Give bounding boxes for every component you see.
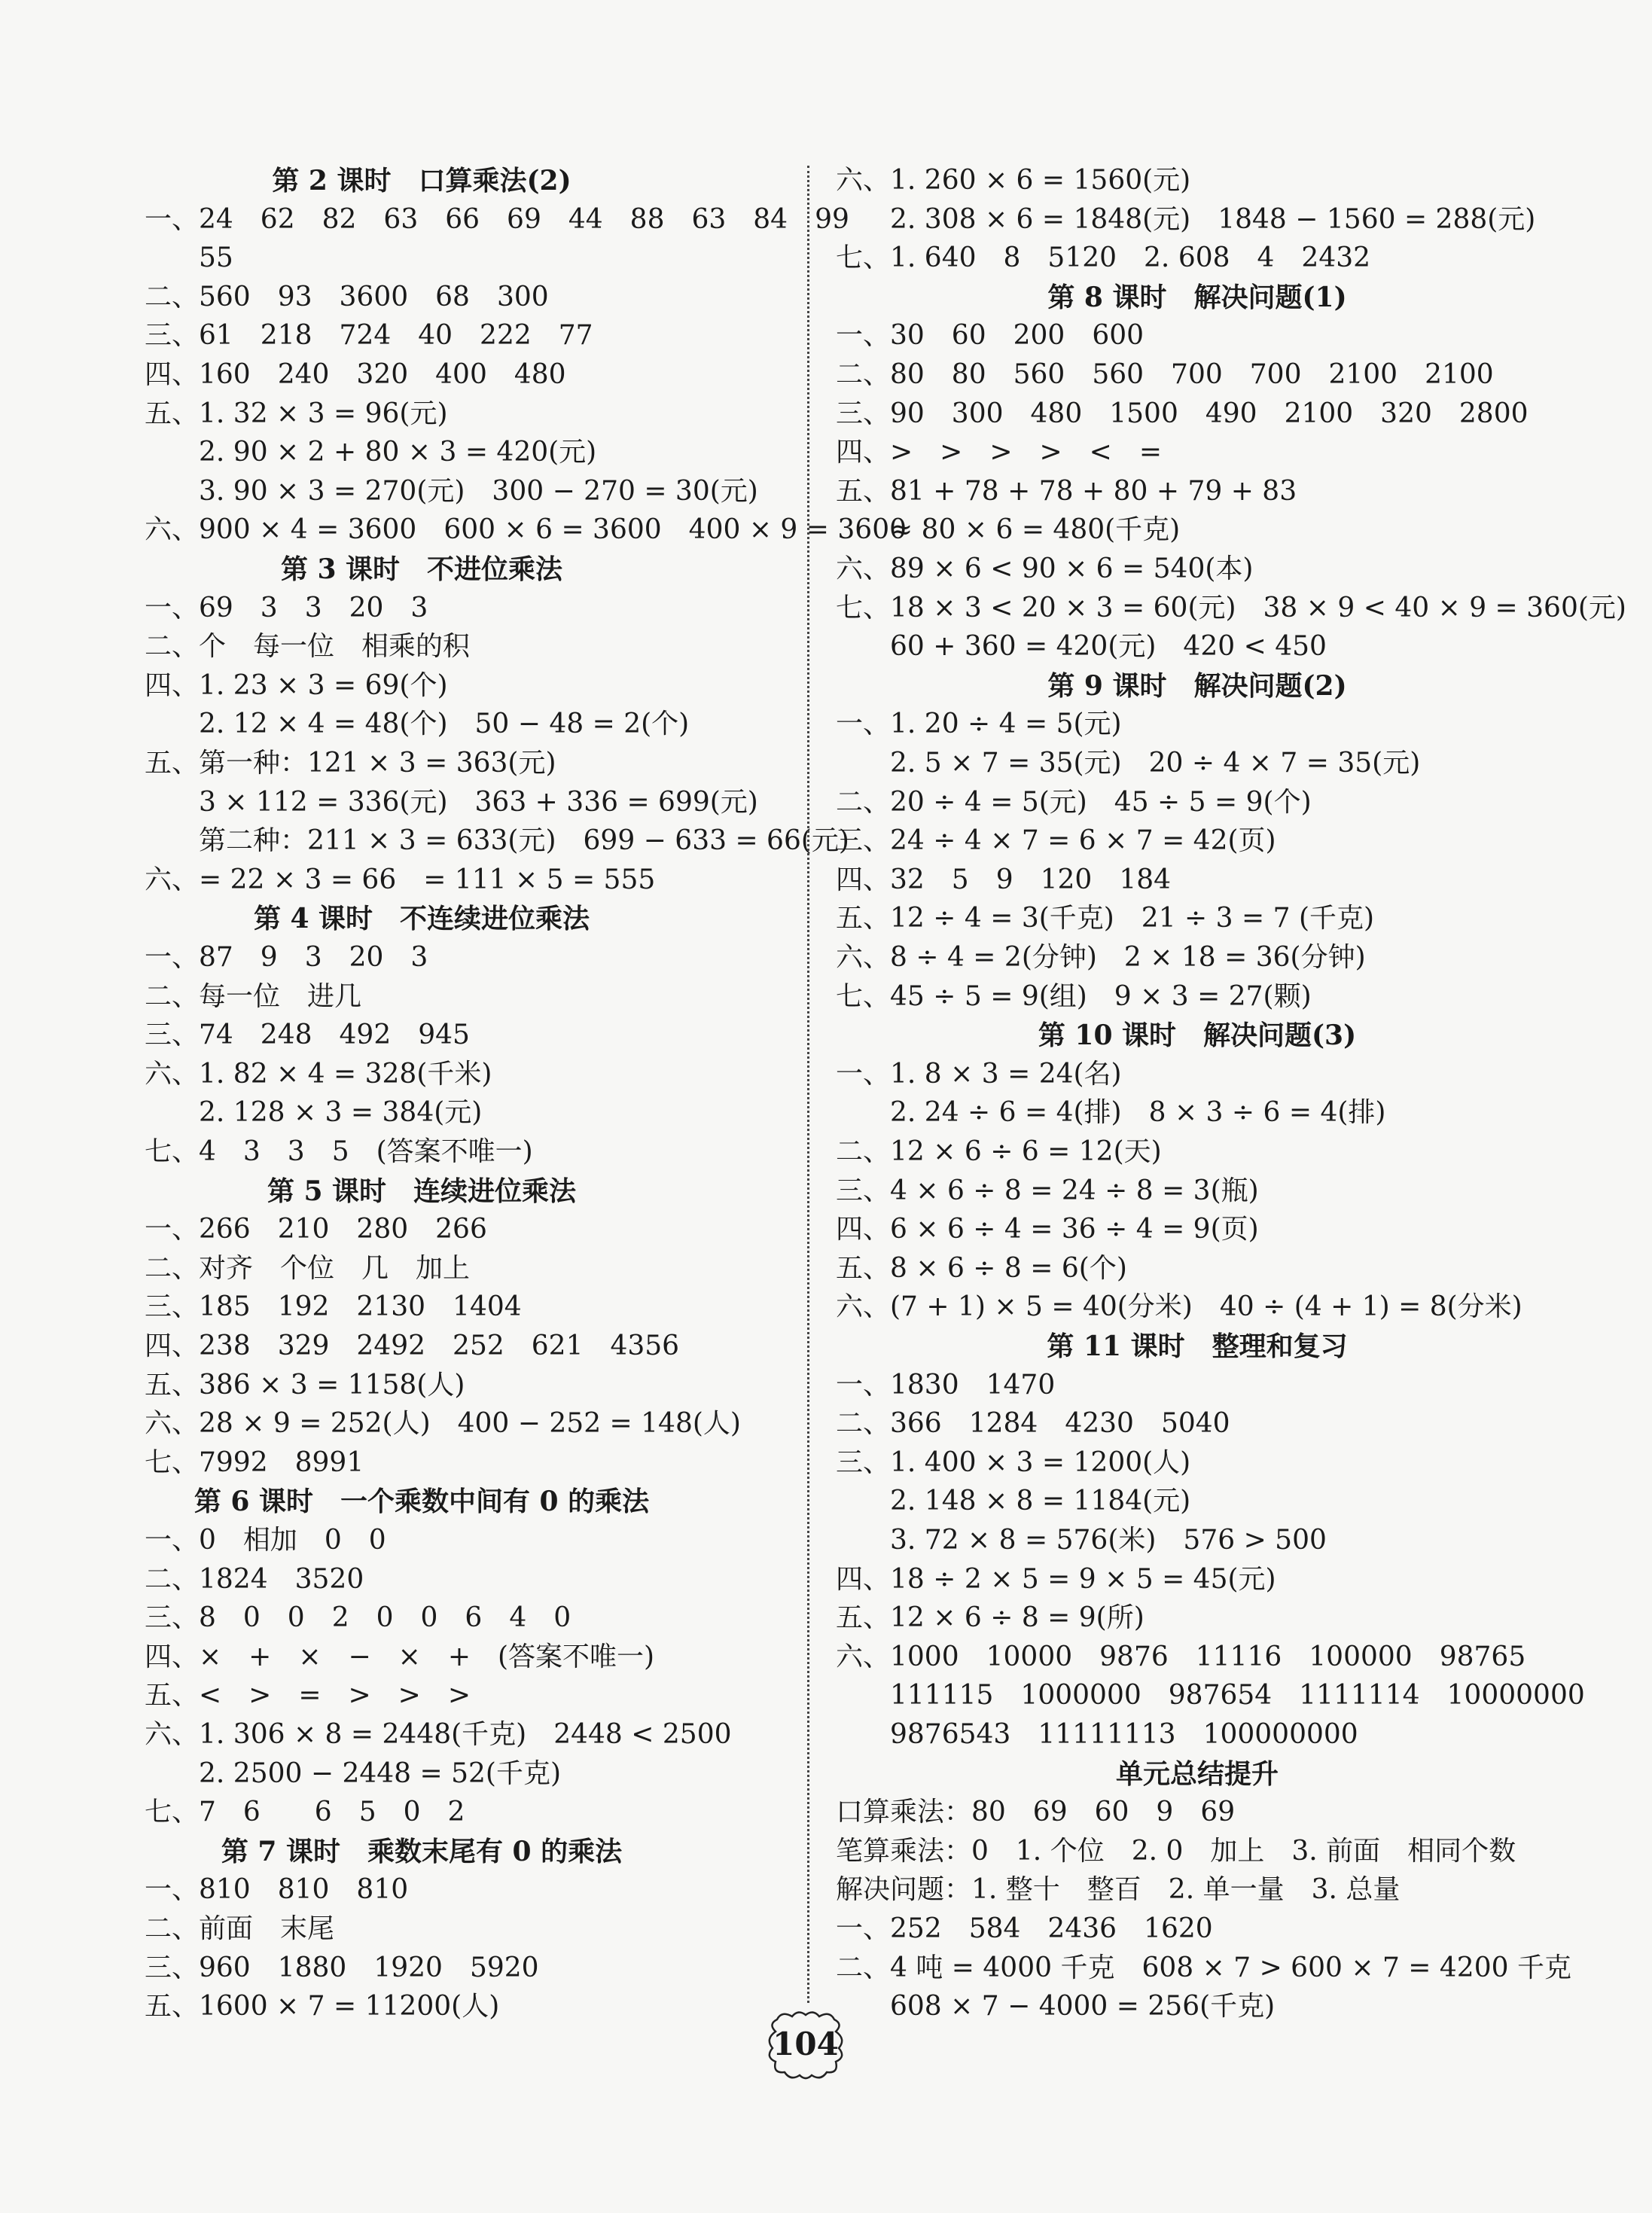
answer-line: 二、对齐 个位 几 加上 <box>145 1252 471 1284</box>
answer-line: 一、0 相加 0 0 <box>145 1525 386 1556</box>
answer-line: 一、87 9 3 20 3 <box>145 942 428 973</box>
answer-line: ≈ 80 × 6 = 480(千克) <box>836 514 1181 546</box>
answer-line: 六、1. 260 × 6 = 1560(元) <box>836 165 1191 196</box>
section-heading: 第 8 课时 解决问题(1) <box>1047 281 1347 313</box>
answer-line: 二、每一位 进几 <box>145 980 362 1012</box>
section-heading: 第 9 课时 解决问题(2) <box>1047 669 1347 702</box>
section-heading: 第 4 课时 不连续进位乘法 <box>253 903 590 935</box>
answer-line: 七、1. 640 8 5120 2. 608 4 2432 <box>836 242 1371 274</box>
section-heading: 第 2 课时 口算乘法(2) <box>272 165 571 197</box>
answer-line: 六、900 × 4 = 3600 600 × 6 = 3600 400 × 9 = 3600 <box>145 514 907 546</box>
answer-line: 二、560 93 3600 68 300 <box>145 281 549 312</box>
answer-line: 五、386 × 3 = 1158(人) <box>145 1369 465 1401</box>
page-number-badge <box>760 2009 851 2081</box>
answer-line: 一、1. 20 ÷ 4 = 5(元) <box>836 709 1122 740</box>
answer-line: 三、90 300 480 1500 490 2100 320 2800 <box>836 398 1529 429</box>
answer-line: 七、7992 8991 <box>145 1446 364 1478</box>
answer-line: 四、× + × − × + (答案不唯一) <box>145 1641 655 1672</box>
answer-line: 六、1. 82 × 4 = 328(千米) <box>145 1058 492 1090</box>
answer-line: 三、61 218 724 40 222 77 <box>145 320 593 352</box>
answer-line: 2. 5 × 7 = 35(元) 20 ÷ 4 × 7 = 35(元) <box>836 748 1421 779</box>
answer-line: 二、12 × 6 ÷ 6 = 12(天) <box>836 1136 1162 1167</box>
answer-line: 六、28 × 9 = 252(人) 400 − 252 = 148(人) <box>145 1408 741 1440</box>
answer-line: 口算乘法：80 69 60 9 69 <box>836 1797 1236 1828</box>
answer-line: 2. 148 × 8 = 1184(元) <box>836 1486 1191 1517</box>
section-heading: 第 10 课时 解决问题(3) <box>1038 1020 1357 1052</box>
answer-line: 一、266 210 280 266 <box>145 1214 487 1245</box>
answer-line: 2. 24 ÷ 6 = 4(排) 8 × 3 ÷ 6 = 4(排) <box>836 1097 1386 1129</box>
answer-line: 四、1. 23 × 3 = 69(个) <box>145 669 448 701</box>
answer-line: 五、12 ÷ 4 = 3(千克) 21 ÷ 3 = 7 (千克) <box>836 903 1375 934</box>
answer-line: 一、1830 1470 <box>836 1369 1056 1401</box>
answer-line: 2. 90 × 2 + 80 × 3 = 420(元) <box>145 437 597 468</box>
answer-line: 六、1. 306 × 8 = 2448(千克) 2448 < 2500 <box>145 1719 732 1750</box>
answer-line: 笔算乘法：0 1. 个位 2. 0 加上 3. 前面 相同个数 <box>836 1835 1516 1867</box>
answer-line: 55 <box>145 242 233 274</box>
answer-line: 三、185 192 2130 1404 <box>145 1291 522 1323</box>
answer-line: 三、24 ÷ 4 × 7 = 6 × 7 = 42(页) <box>836 825 1276 857</box>
answer-line: 六、= 22 × 3 = 66 = 111 × 5 = 555 <box>145 864 656 895</box>
answer-line: 2. 308 × 6 = 1848(元) 1848 − 1560 = 288(元) <box>836 203 1536 235</box>
answer-line: 二、4 吨 = 4000 千克 608 × 7 > 600 × 7 = 4200 千克 <box>836 1952 1571 1983</box>
answer-line: 四、> > > > < = <box>836 437 1162 468</box>
answer-line: 一、810 810 810 <box>145 1874 409 1906</box>
answer-line: 二、20 ÷ 4 = 5(元) 45 ÷ 5 = 9(个) <box>836 786 1312 818</box>
section-heading: 第 5 课时 连续进位乘法 <box>267 1175 577 1207</box>
section-heading: 第 7 课时 乘数末尾有 0 的乘法 <box>221 1835 623 1867</box>
answer-line: 四、238 329 2492 252 621 4356 <box>145 1331 680 1361</box>
answer-line: 一、252 584 2436 1620 <box>836 1913 1213 1944</box>
answer-line: 二、个 每一位 相乘的积 <box>145 631 471 663</box>
answer-line: 二、80 80 560 560 700 700 2100 2100 <box>836 359 1494 390</box>
answer-line: 二、1824 3520 <box>145 1563 364 1595</box>
answer-line: 111115 1000000 987654 1111114 10000000 <box>836 1680 1585 1712</box>
answer-line: 三、1. 400 × 3 = 1200(人) <box>836 1446 1191 1478</box>
answer-line: 六、1000 10000 9876 11116 100000 98765 <box>836 1641 1526 1672</box>
answer-line: 2. 2500 − 2448 = 52(千克) <box>145 1757 562 1789</box>
answer-line: 七、45 ÷ 5 = 9(组) 9 × 3 = 27(颗) <box>836 980 1312 1012</box>
answer-line: 二、前面 末尾 <box>145 1913 335 1944</box>
answer-line: 三、8 0 0 2 0 0 6 4 0 <box>145 1602 571 1634</box>
answer-line: 四、6 × 6 ÷ 4 = 36 ÷ 4 = 9(页) <box>836 1214 1259 1245</box>
answer-line: 三、4 × 6 ÷ 8 = 24 ÷ 8 = 3(瓶) <box>836 1175 1259 1206</box>
answer-line: 七、18 × 3 < 20 × 3 = 60(元) 38 × 9 < 40 × 9 = 360(元) <box>836 592 1626 623</box>
section-heading: 第 3 课时 不进位乘法 <box>280 553 563 585</box>
answer-line: 五、1. 32 × 3 = 96(元) <box>145 398 448 429</box>
answer-line: 第二种：211 × 3 = 633(元) 699 − 633 = 66(元) <box>145 825 849 857</box>
answer-line: 60 + 360 = 420(元) 420 < 450 <box>836 631 1327 663</box>
answer-line: 四、160 240 320 400 480 <box>145 359 566 390</box>
answer-line: 五、81 + 78 + 78 + 80 + 79 + 83 <box>836 475 1297 507</box>
answer-line: 3. 90 × 3 = 270(元) 300 − 270 = 30(元) <box>145 475 758 507</box>
answer-line: 一、69 3 3 20 3 <box>145 592 428 623</box>
answer-line: 四、18 ÷ 2 × 5 = 9 × 5 = 45(元) <box>836 1563 1276 1595</box>
section-heading: 第 11 课时 整理和复习 <box>1047 1331 1348 1362</box>
answer-line: 608 × 7 − 4000 = 256(千克) <box>836 1991 1276 2022</box>
answer-line: 3. 72 × 8 = 576(米) 576 > 500 <box>836 1525 1327 1556</box>
answer-line: 一、24 62 82 63 66 69 44 88 63 84 99 <box>145 203 849 235</box>
answer-line: 五、第一种：121 × 3 = 363(元) <box>145 748 556 779</box>
answer-line: 解决问题：1. 整十 整百 2. 单一量 3. 总量 <box>836 1874 1401 1906</box>
answer-line: 七、7 6 6 5 0 2 <box>145 1797 465 1828</box>
answer-line: 四、32 5 9 120 184 <box>836 864 1172 895</box>
answer-line: 五、8 × 6 ÷ 8 = 6(个) <box>836 1252 1127 1284</box>
answer-line: 五、1600 × 7 = 11200(人) <box>145 1991 500 2022</box>
column-divider <box>807 166 809 2003</box>
answer-line: 五、< > = > > > <box>145 1680 471 1712</box>
answer-line: 七、4 3 3 5 (答案不唯一) <box>145 1136 533 1167</box>
answer-line: 2. 128 × 3 = 384(元) <box>145 1097 483 1129</box>
answer-line: 一、30 60 200 600 <box>836 320 1145 352</box>
section-heading: 单元总结提升 <box>1115 1757 1279 1790</box>
answer-line: 三、74 248 492 945 <box>145 1020 470 1051</box>
section-heading: 第 6 课时 一个乘数中间有 0 的乘法 <box>194 1486 650 1518</box>
answer-line: 9876543 11111113 100000000 <box>836 1719 1358 1750</box>
answer-line: 三、960 1880 1920 5920 <box>145 1952 539 1983</box>
answer-line: 六、(7 + 1) × 5 = 40(分米) 40 ÷ (4 + 1) = 8(分米) <box>836 1291 1522 1323</box>
answer-line: 3 × 112 = 336(元) 363 + 336 = 699(元) <box>145 786 758 818</box>
answer-line: 六、8 ÷ 4 = 2(分钟) 2 × 18 = 36(分钟) <box>836 942 1366 973</box>
answer-line: 一、1. 8 × 3 = 24(名) <box>836 1058 1122 1090</box>
answer-line: 2. 12 × 4 = 48(个) 50 − 48 = 2(个) <box>145 709 690 740</box>
page-number: 104 <box>773 2026 839 2062</box>
answer-line: 五、12 × 6 ÷ 8 = 9(所) <box>836 1602 1145 1634</box>
answer-line: 六、89 × 6 < 90 × 6 = 540(本) <box>836 553 1254 584</box>
answer-line: 二、366 1284 4230 5040 <box>836 1408 1230 1440</box>
